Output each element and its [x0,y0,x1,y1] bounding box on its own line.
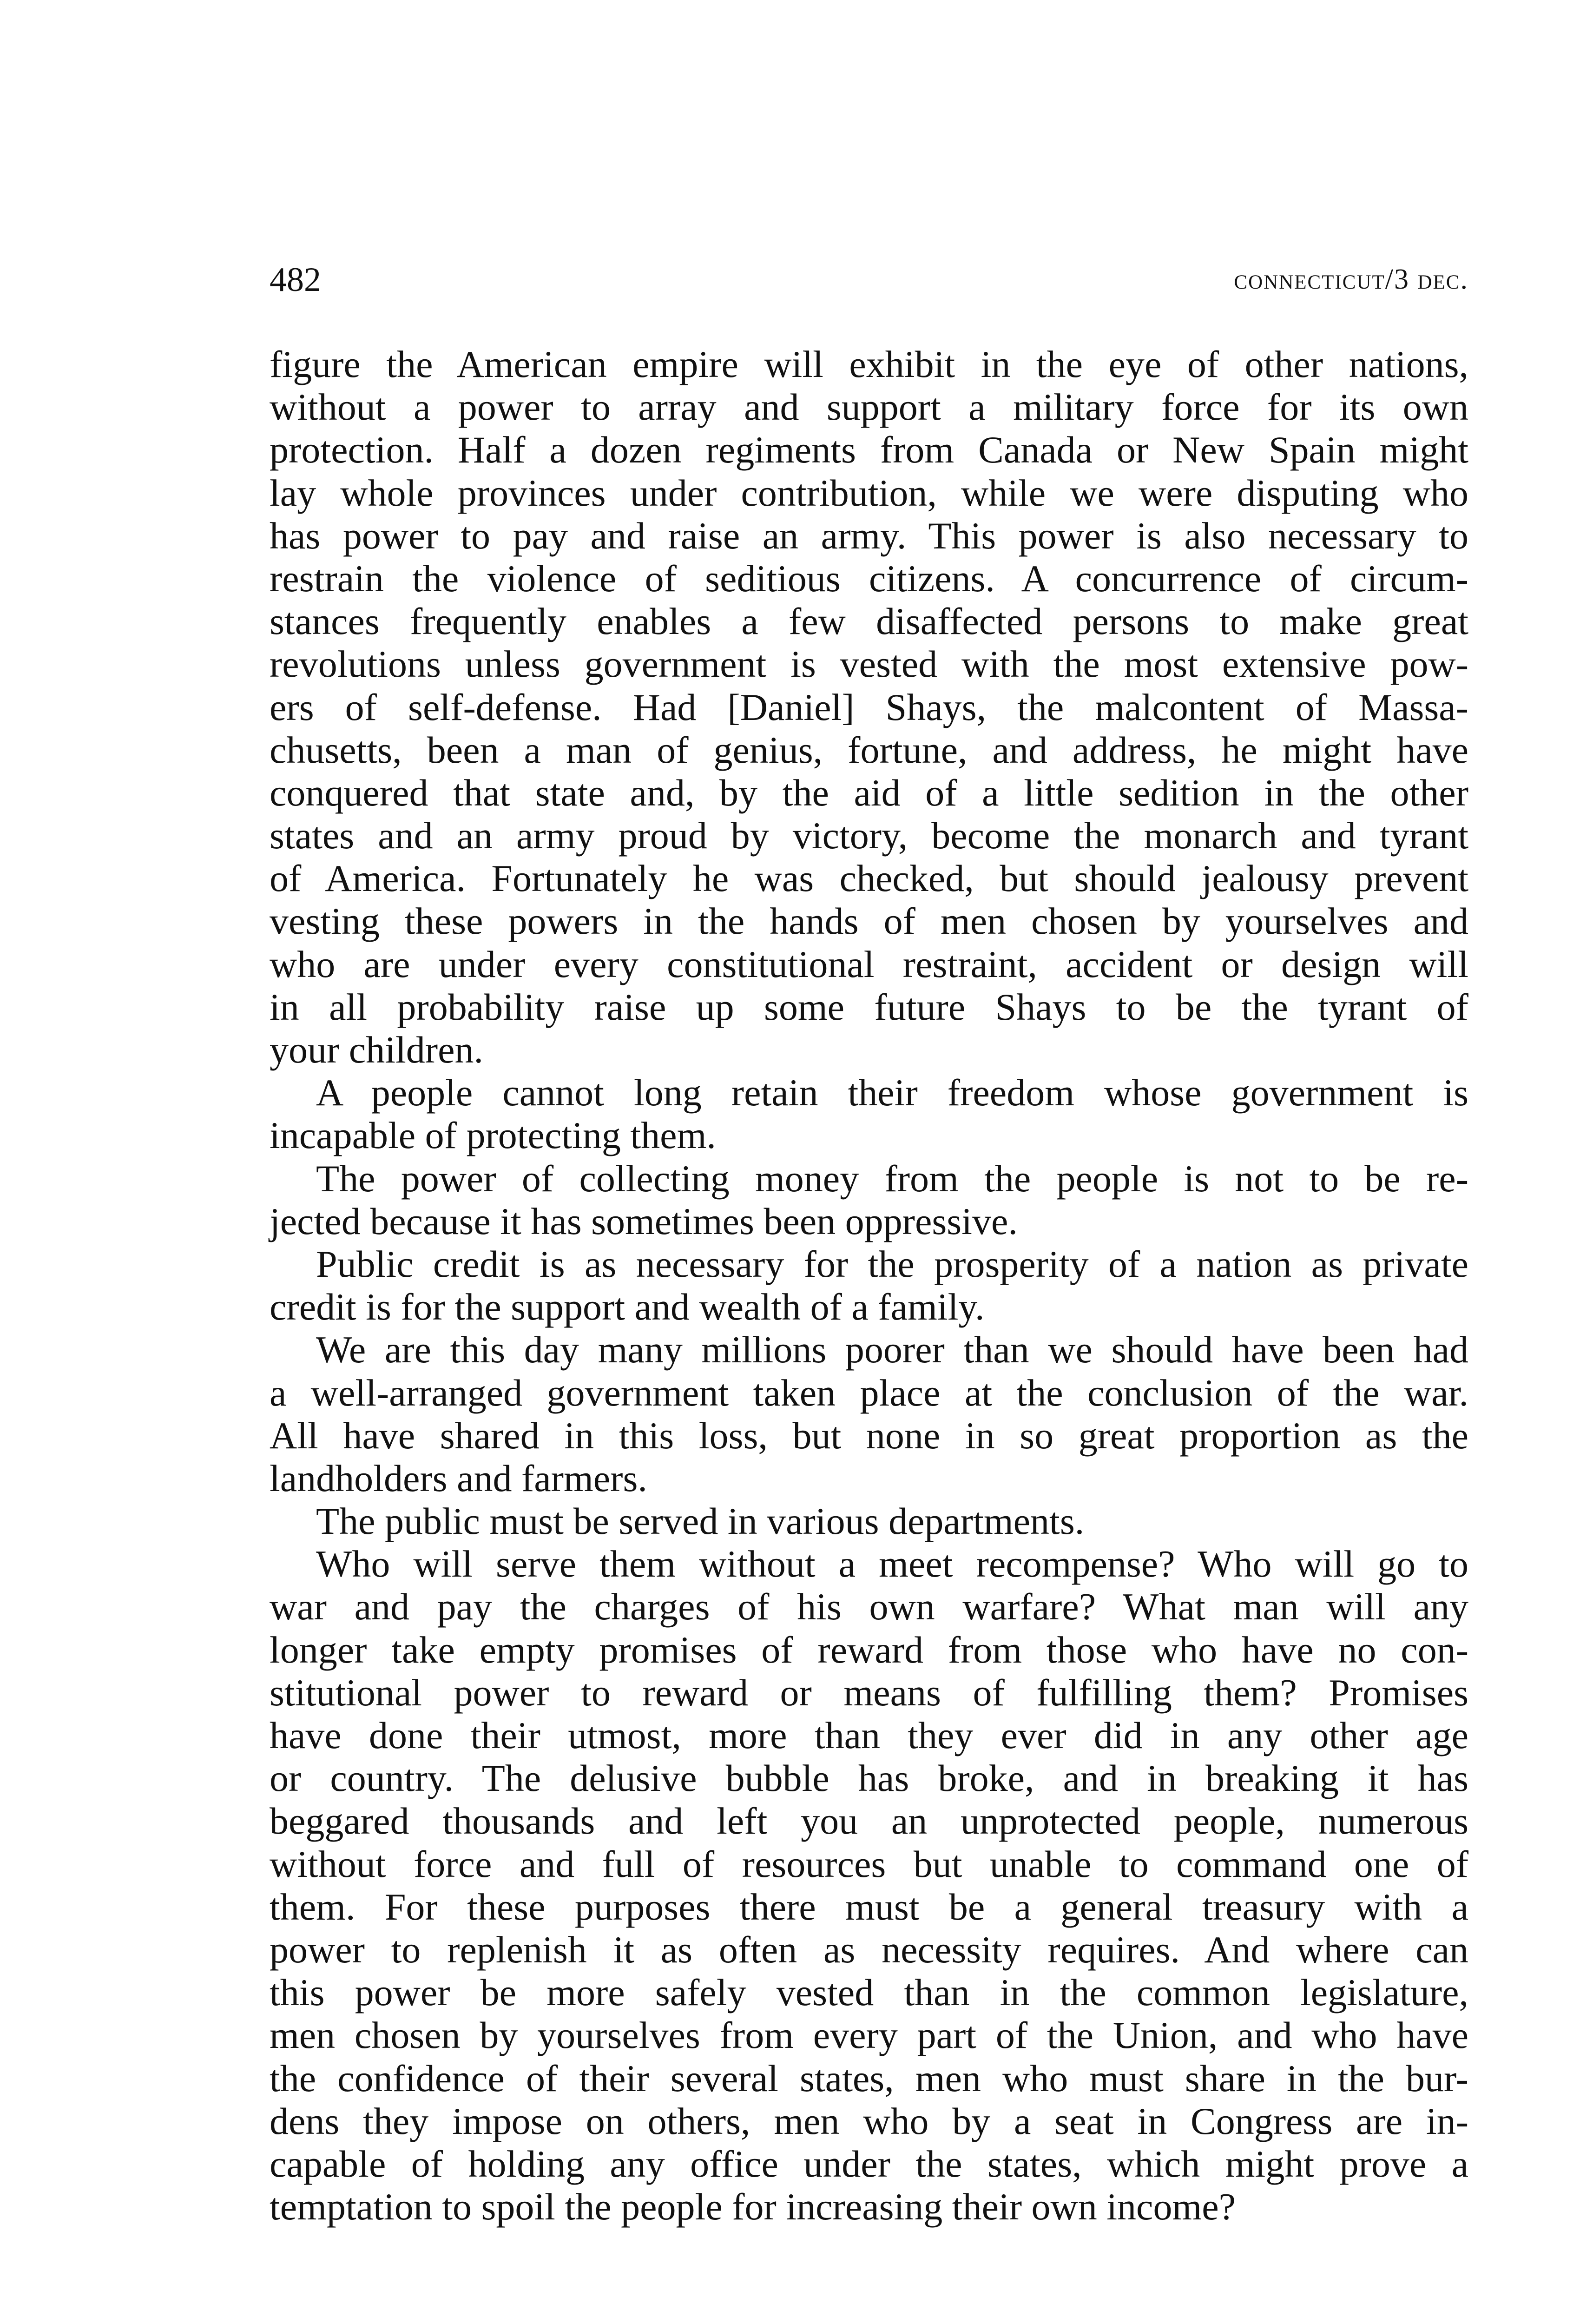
body-text [270,343,1468,2228]
text-line: this power be more safely vested than in the common legislature, [270,1971,1468,2014]
paragraph [270,1243,1468,1328]
text-line: states and an army proud by victory, become the monarch and tyrant [270,814,1468,857]
text-line: protection. Half a dozen regiments from Canada or New Spain might [270,429,1468,471]
text-line: a well-arranged government taken place at the conclusion of the war. [270,1371,1468,1414]
paragraph [270,343,1468,1071]
text-line: without force and full of resources but unable to command one of [270,1842,1468,1885]
text-line: beggared thousands and left you an unprotected people, numerous [270,1800,1468,1842]
text-line: dens they impose on others, men who by a seat in Congress are in- [270,2100,1468,2142]
text-line: temptation to spoil the people for increasing their own income? [270,2185,1236,2228]
paragraph [270,1157,1468,1243]
text-line: in all probability raise up some future Shays to be the tyrant of [270,985,1468,1028]
text-line: or country. The delusive bubble has broke, and in breaking it has [270,1757,1468,1800]
text-line: Public credit is as necessary for the prosperity of a nation as private [316,1242,1468,1285]
text-line: stances frequently enables a few disaffected persons to make great [270,600,1468,643]
text-line: has power to pay and raise an army. This power is also necessary to [270,514,1468,557]
text-line: Who will serve them without a meet recompense? Who will go to [316,1543,1468,1585]
text-line: revolutions unless government is vested with the most extensive pow- [270,643,1468,686]
text-line: men chosen by yourselves from every part of the Union, and who have [270,2014,1468,2057]
running-head-title: connecticut/3 dec. [1234,264,1468,295]
text-line: vesting these powers in the hands of men chosen by yourselves and [270,900,1468,943]
page-number: 482 [270,261,321,299]
text-line: jected because it has sometimes been oppressive. [270,1200,1018,1242]
text-line: restrain the violence of seditious citizens. A concurrence of circum- [270,557,1468,600]
text-line: The public must be served in various departments. [316,1500,1085,1543]
text-line: lay whole provinces under contribution, while we were disputing who [270,471,1468,514]
text-line: capable of holding any office under the states, which might prove a [270,2142,1468,2185]
text-line: without a power to array and support a military force for its own [270,386,1468,429]
text-line: who are under every constitutional restraint, accident or design will [270,943,1468,985]
text-line: of America. Fortunately he was checked, but should jealousy prevent [270,857,1468,900]
text-line: credit is for the support and wealth of a family. [270,1286,985,1328]
paragraph [270,1543,1468,2228]
paragraph [270,1500,1468,1543]
text-line: figure the American empire will exhibit in the eye of other nations, [270,343,1468,385]
text-line: power to replenish it as often as necessity requires. And where can [270,1928,1468,1971]
text-line: A people cannot long retain their freedom whose government is [316,1071,1468,1114]
text-line: landholders and farmers. [270,1457,647,1499]
text-line: chusetts, been a man of genius, fortune, and address, he might have [270,728,1468,771]
running-head [270,251,1468,307]
text-line: All have shared in this loss, but none in so great proportion as the [270,1414,1468,1457]
text-line: conquered that state and, by the aid of a little sedition in the other [270,771,1468,814]
text-line: The power of collecting money from the people is not to be re- [316,1157,1468,1200]
paragraph [270,1328,1468,1500]
text-line: the confidence of their several states, men who must share in the bur- [270,2057,1468,2100]
paragraph [270,1071,1468,1157]
text-line: ers of self-defense. Had [Daniel] Shays, the malcontent of Massa- [270,686,1468,728]
document-page [270,251,1468,2228]
text-line: war and pay the charges of his own warfare? What man will any [270,1585,1468,1628]
text-line: longer take empty promises of reward from those who have no con- [270,1628,1468,1671]
text-line: them. For these purposes there must be a general treasury with a [270,1885,1468,1928]
text-line: have done their utmost, more than they ever did in any other age [270,1714,1468,1756]
text-line: stitutional power to reward or means of fulfilling them? Promises [270,1671,1468,1714]
text-line: We are this day many millions poorer than we should have been had [316,1328,1468,1371]
text-line: your children. [270,1029,483,1071]
text-line: incapable of protecting them. [270,1114,716,1157]
